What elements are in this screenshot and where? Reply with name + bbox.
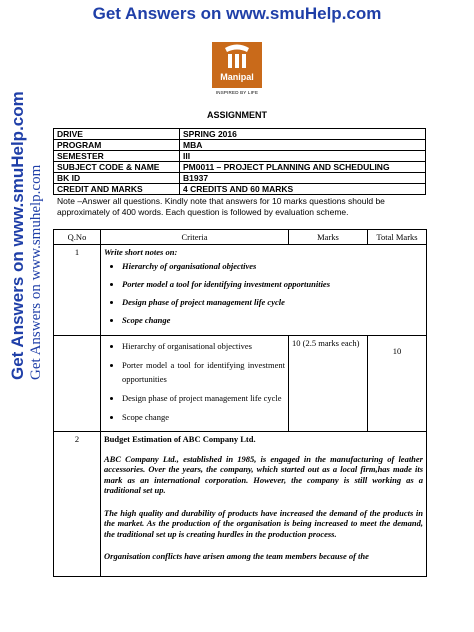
header-total-marks: Total Marks — [368, 230, 427, 245]
info-key: SEMESTER — [54, 151, 180, 162]
q1-item: • Hierarchy of organisational objectives — [122, 261, 423, 271]
q2-title: Budget Estimation of ABC Company Ltd. — [104, 434, 256, 444]
info-key: CREDIT AND MARKS — [54, 184, 180, 195]
info-value: SPRING 2016 — [180, 129, 426, 140]
q2-paragraph: Organisation conflicts have arisen among the team members because of the — [104, 551, 369, 561]
q2-question-row — [54, 432, 427, 577]
q2-paragraph: The high quality and durability of products have increased the demand of the products in the market. As the production of the organisation is being increased to meet the demand, the traditional set up is creating hurdles in the production process. — [104, 507, 423, 539]
q1-marks: 10 (2.5 marks each) — [289, 336, 368, 432]
q1-number: 1 — [54, 245, 101, 336]
q1-criteria-row — [54, 336, 427, 432]
q1-item: • Porter model a tool for identifying investment opportunities — [122, 279, 423, 289]
info-table — [53, 128, 426, 195]
q1-criteria — [101, 336, 289, 432]
q1-question — [101, 245, 427, 336]
page-title: ASSIGNMENT — [206, 110, 267, 120]
q2-paragraph: ABC Company Ltd., established in 1985, is engaged in the manufacturing of leather accessories. Over the years, the company, which started out as a local firm,has made its mark as an international corporation. However, the company is still working as a traditional set up. — [104, 453, 423, 495]
side-banner-serif: Get Answers on www.smuhelp.com — [28, 164, 44, 380]
info-row — [54, 173, 426, 184]
header-qno: Q.No — [54, 230, 101, 245]
criteria-item: • Hierarchy of organisational objectives — [122, 339, 285, 353]
info-key: SUBJECT CODE & NAME — [54, 162, 180, 173]
criteria-item: • Porter model a tool for identifying investment opportunities — [122, 358, 285, 386]
q2-number: 2 — [54, 432, 101, 577]
header-marks: Marks — [289, 230, 368, 245]
questions-table — [53, 229, 427, 577]
top-banner: Get Answers on www.smuHelp.com — [92, 4, 382, 23]
logo-tagline: INSPIRED BY LIFE — [215, 90, 259, 95]
info-row — [54, 140, 426, 151]
q2-question — [101, 432, 427, 577]
info-row — [54, 129, 426, 140]
header-criteria: Criteria — [101, 230, 289, 245]
q1-question-row — [54, 245, 427, 336]
table-header-row — [54, 230, 427, 245]
info-row — [54, 151, 426, 162]
q1-item: • Design phase of project management life cycle — [122, 297, 423, 307]
info-value: 4 CREDITS AND 60 MARKS — [180, 184, 426, 195]
logo-emblem-icon — [212, 42, 262, 72]
criteria-item: • Design phase of project management life cycle — [122, 391, 285, 405]
q1-item: • Scope change — [122, 315, 423, 325]
criteria-item: • Scope change — [122, 410, 285, 424]
info-row — [54, 184, 426, 195]
note-text: Note –Answer all questions. Kindly note that answers for 10 marks questions should be approximately of 400 words. Each question is followed by evaluation scheme. — [57, 196, 385, 217]
info-key: PROGRAM — [54, 140, 180, 151]
side-banner-bold: Get Answers on www.smuHelp.com — [8, 91, 27, 380]
q1-title: Write short notes on: — [104, 247, 178, 257]
q1-items — [104, 261, 423, 325]
manipal-logo — [212, 42, 262, 104]
info-value: MBA — [180, 140, 426, 151]
info-value: PM0011 – PROJECT PLANNING AND SCHEDULING — [180, 162, 426, 173]
info-row — [54, 162, 426, 173]
q1-criteria-list — [104, 339, 285, 424]
q1-total-marks: 10 — [368, 336, 427, 432]
q1-criteria-blank — [54, 336, 101, 432]
info-key: DRIVE — [54, 129, 180, 140]
logo-name: Manipal — [220, 72, 254, 82]
info-value: III — [180, 151, 426, 162]
info-key: BK ID — [54, 173, 180, 184]
info-value: B1937 — [180, 173, 426, 184]
